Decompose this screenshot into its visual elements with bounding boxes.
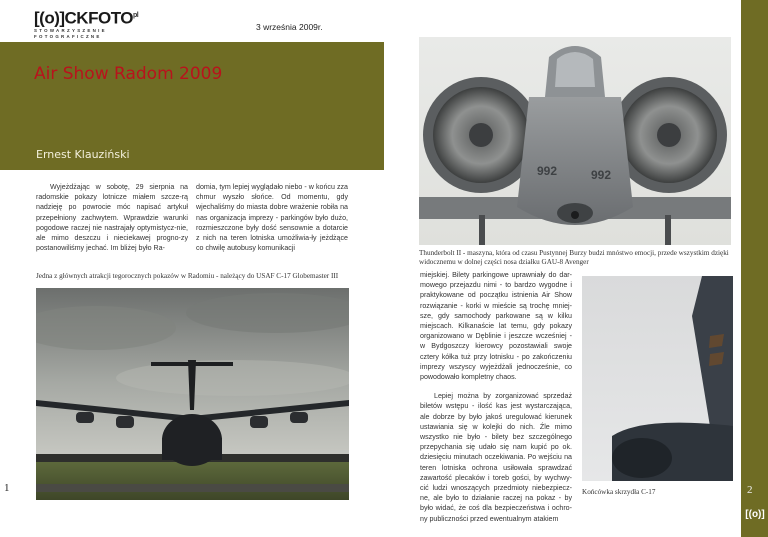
article-column-2 <box>196 182 348 253</box>
logo-suffix: pl <box>133 12 139 19</box>
column-3-paragraph-2: Lepiej można by zorganizować sprzedaż biletów wstępu - ilość kas jest wystarczająca, ale dobrze by było jakoś uregulować kierunek ustawiania się w kolejki do nich. Źle mimo wszystko nie było - bilety bez szczególnego przepychania się udało się nam kupić po ok. dziesięciu minutach oczekiwania. Po wejściu na teren lotniska ochrona usiłowała sprawdzać zawartość plecaków i toreb gości, by wychwy-cić ludzi wnoszących przedmioty niebezpiecz-ne, ale było to działanie raczej na pokaz - by było widać, że coś dla bezpieczeństwa i ochro-ny publiczności przed ewentualnym atakiem <box>420 392 572 523</box>
logo-text: [(o)]CKFOTO <box>34 8 133 28</box>
ckfoto-logo[interactable] <box>34 7 144 37</box>
caption-c17: Jedna z głównych atrakcji tegorocznych pokazów w Radomiu - należący do USAF C-17 Globemaster III <box>36 272 339 280</box>
caption-a10: Thunderbolt II - maszyna, która od czasu Pustynnej Burzy budzi mnóstwo emocji, przede wszystkim dzięki widocznemu w dolnej części nosa działku GAU-8 Avenger <box>419 249 729 266</box>
right-page <box>384 0 768 537</box>
a10-nose-number-right: 992 <box>591 168 612 182</box>
column-2-text: domia, tym lepiej wyglądało niebo - w końcu zza chmur wyszło słońce. Od momentu, gdy wjechaliśmy do miasta dobre wrażenie robiła na nas organizacja imprezy - parkingów było dużo, rozmieszczone były dość sensownie a dotarcie z nich na teren lotniska umożliwia-ły jeżdżące co chwilę autobusy komunikacji <box>196 183 348 253</box>
c17-globemaster-photo <box>36 288 349 500</box>
column-1-text: Wyjeżdżając w sobotę, 29 sierpnia na radomskie pokazy lotnicze miałem szcze-rą nadzieję po powrocie móc napisać artykuł przepełniony zachwytem. Wprawdzie warunki pogodowe raczej nie nastrajały optymistycz-nie, ale mimo deszczu i nieciekawej progno-zy postanowiliśmy jechać. Im bliżej było Ra- <box>36 183 188 253</box>
column-3-paragraph-1: miejskiej. Bilety parkingowe uprawniały do dar-mowego przejazdu nimi - to bardzo wygodne i praktykowane od początku istnienia Air Show rozwiązanie - korki w mieście są trochę mniej-sze, gdy samochody parkowane są w kilku miejscach. Kilkanaście lat temu, gdy pokazy organizowano w Dęblinie i jeszcze wcześniej - w Bydgoszczy kierowcy pozostawiali swoje cztery kółka tuż przy lotnisku - po zakończeniu imprezy wszyscy wyjeżdżali jednocześnie, co powodowało kompletny chaos. <box>420 271 572 382</box>
c17-wingtip-photo <box>582 276 733 481</box>
wingtip-photo-graphic <box>582 276 733 481</box>
c17-photo-graphic <box>36 288 349 500</box>
article-column-3 <box>420 270 572 524</box>
page-number-right: 2 <box>747 484 753 496</box>
logo-subtitle: STOWARZYSZENIE FOTOGRAFICZNE <box>34 27 107 39</box>
logo-mark <box>34 7 144 27</box>
footer-logo: [(o)] <box>745 509 765 520</box>
article-column-1 <box>36 182 188 253</box>
article-title: Air Show Radom 2009 <box>34 64 223 84</box>
issue-date: 3 września 2009r. <box>256 22 323 32</box>
page-number-left: 1 <box>4 482 10 494</box>
right-edge-strip <box>741 0 768 537</box>
a10-photo-graphic <box>419 37 731 245</box>
caption-wingtip: Końcówka skrzydła C-17 <box>582 488 656 496</box>
article-author: Ernest Klauziński <box>36 148 130 161</box>
a10-nose-number-left: 992 <box>537 164 558 178</box>
a10-thunderbolt-photo <box>419 37 731 245</box>
